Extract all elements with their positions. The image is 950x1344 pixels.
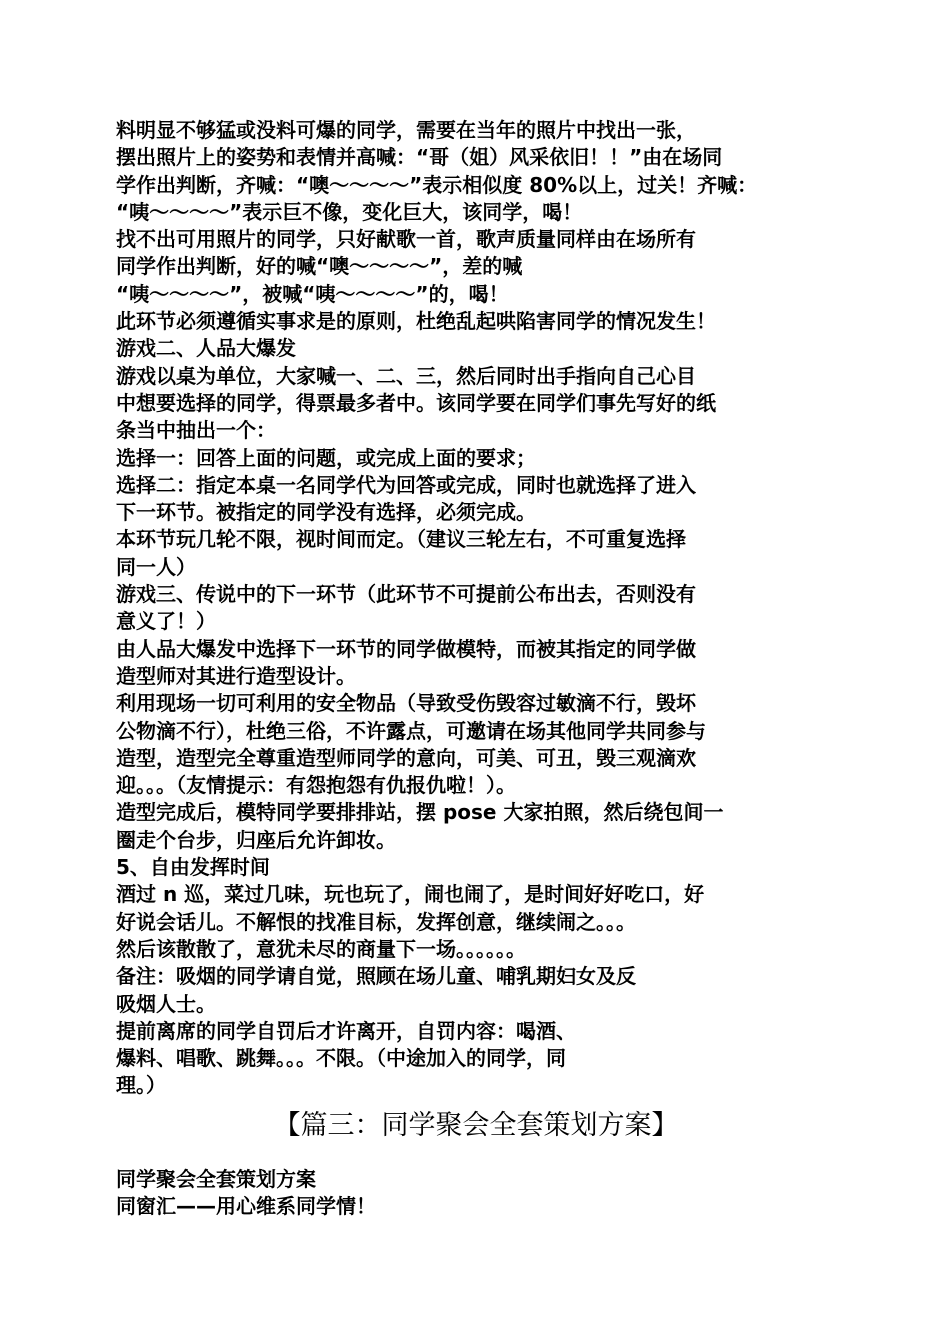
text-line: 游戏以桌为单位，大家喊一、二、三，然后同时出手指向自己心目: [116, 363, 696, 388]
text-line: “咦～～～～”表示巨不像，变化巨大，该同学，喝！: [116, 199, 583, 224]
text-line: “咦～～～～”，被喊“咦～～～～”的，喝！: [116, 281, 509, 306]
text-line: 条当中抽出一个：: [116, 418, 276, 443]
text-line: 然后该散散了，意犹未尽的商量下一场。。。。。。: [116, 936, 526, 961]
text-line: 找不出可用照片的同学，只好献歌一首，歌声质量同样由在场所有: [116, 227, 696, 252]
text-line: 选择二：指定本桌一名同学代为回答或完成，同时也就选择了进入: [116, 472, 696, 497]
text-line: 意义了！）: [116, 609, 216, 634]
text-line: 摆出照片上的姿势和表情并高喊：“哥（姐）风采依旧！！”由在场同: [116, 145, 723, 170]
text-line: 中想要选择的同学，得票最多者中。该同学要在同学们事先写好的纸: [116, 390, 716, 415]
text-line: 酒过 n 巡，菜过几味，玩也玩了，闹也闹了，是时间好好吃口，好: [116, 882, 705, 907]
text-line: 吸烟人士。: [116, 991, 216, 1016]
text-line: 游戏二、人品大爆发: [116, 336, 296, 361]
text-line: 同学作出判断，好的喊“噢～～～～”，差的喊: [116, 254, 523, 279]
text-line: 由人品大爆发中选择下一环节的同学做模特，而被其指定的同学做: [116, 636, 696, 661]
text-line: 备注：吸烟的同学请自觉，照顾在场儿童、哺乳期妇女及反: [116, 964, 636, 989]
text-line: 本环节玩几轮不限，视时间而定。（建议三轮左右，不可重复选择: [116, 527, 686, 552]
text-line: 游戏三、传说中的下一环节（此环节不可提前公布出去，否则没有: [116, 582, 696, 607]
text-line: 同一人）: [116, 554, 196, 579]
text-line: 造型，造型完全尊重造型师同学的意向，可美、可丑，毁三观滴欢: [116, 745, 696, 770]
text-line: 学作出判断，齐喊：“噢～～～～”表示相似度 80%以上，过关！齐喊：: [116, 172, 758, 197]
text-line: 5、自由发挥时间: [116, 855, 270, 880]
text-line: 同窗汇——用心维系同学情！: [116, 1193, 376, 1218]
text-line: 同学聚会全套策划方案: [116, 1166, 316, 1191]
text-line: 下一环节。被指定的同学没有选择，必须完成。: [116, 500, 536, 525]
text-line: 理。）: [116, 1073, 166, 1098]
text-line: 料明显不够猛或没料可爆的同学，需要在当年的照片中找出一张，: [116, 118, 696, 142]
text-line: 公物滴不行），杜绝三俗，不许露点，可邀请在场其他同学共同参与: [116, 718, 706, 743]
text-line: 选择一：回答上面的问题，或完成上面的要求；: [116, 445, 536, 470]
text-line: 爆料、唱歌、跳舞。。。不限。（中途加入的同学，同: [116, 1046, 566, 1071]
document-body: [116, 117, 836, 1220]
text-line: 造型师对其进行造型设计。: [116, 663, 356, 688]
text-line: 迎。。。（友情提示：有怨抱怨有仇报仇啦！）。: [116, 773, 516, 798]
section-heading: 【篇三：同学聚会全套策划方案】: [273, 1109, 679, 1141]
text-line: 造型完成后，模特同学要排排站，摆 pose 大家拍照，然后绕包间一: [116, 800, 724, 825]
text-line: 此环节必须遵循实事求是的原则，杜绝乱起哄陷害同学的情况发生！: [116, 309, 716, 334]
body-text: [116, 117, 836, 1100]
text-line: 圈走个台步，归座后允许卸妆。: [116, 827, 396, 852]
text-line: 提前离席的同学自罚后才许离开，自罚内容：喝酒、: [116, 1018, 576, 1043]
text-line: 利用现场一切可利用的安全物品（导致受伤毁容过敏滴不行，毁坏: [116, 691, 696, 716]
text-line: 好说会话儿。不解恨的找准目标，发挥创意，继续闹之。。。: [116, 909, 636, 934]
section-intro-text: [116, 1166, 836, 1221]
